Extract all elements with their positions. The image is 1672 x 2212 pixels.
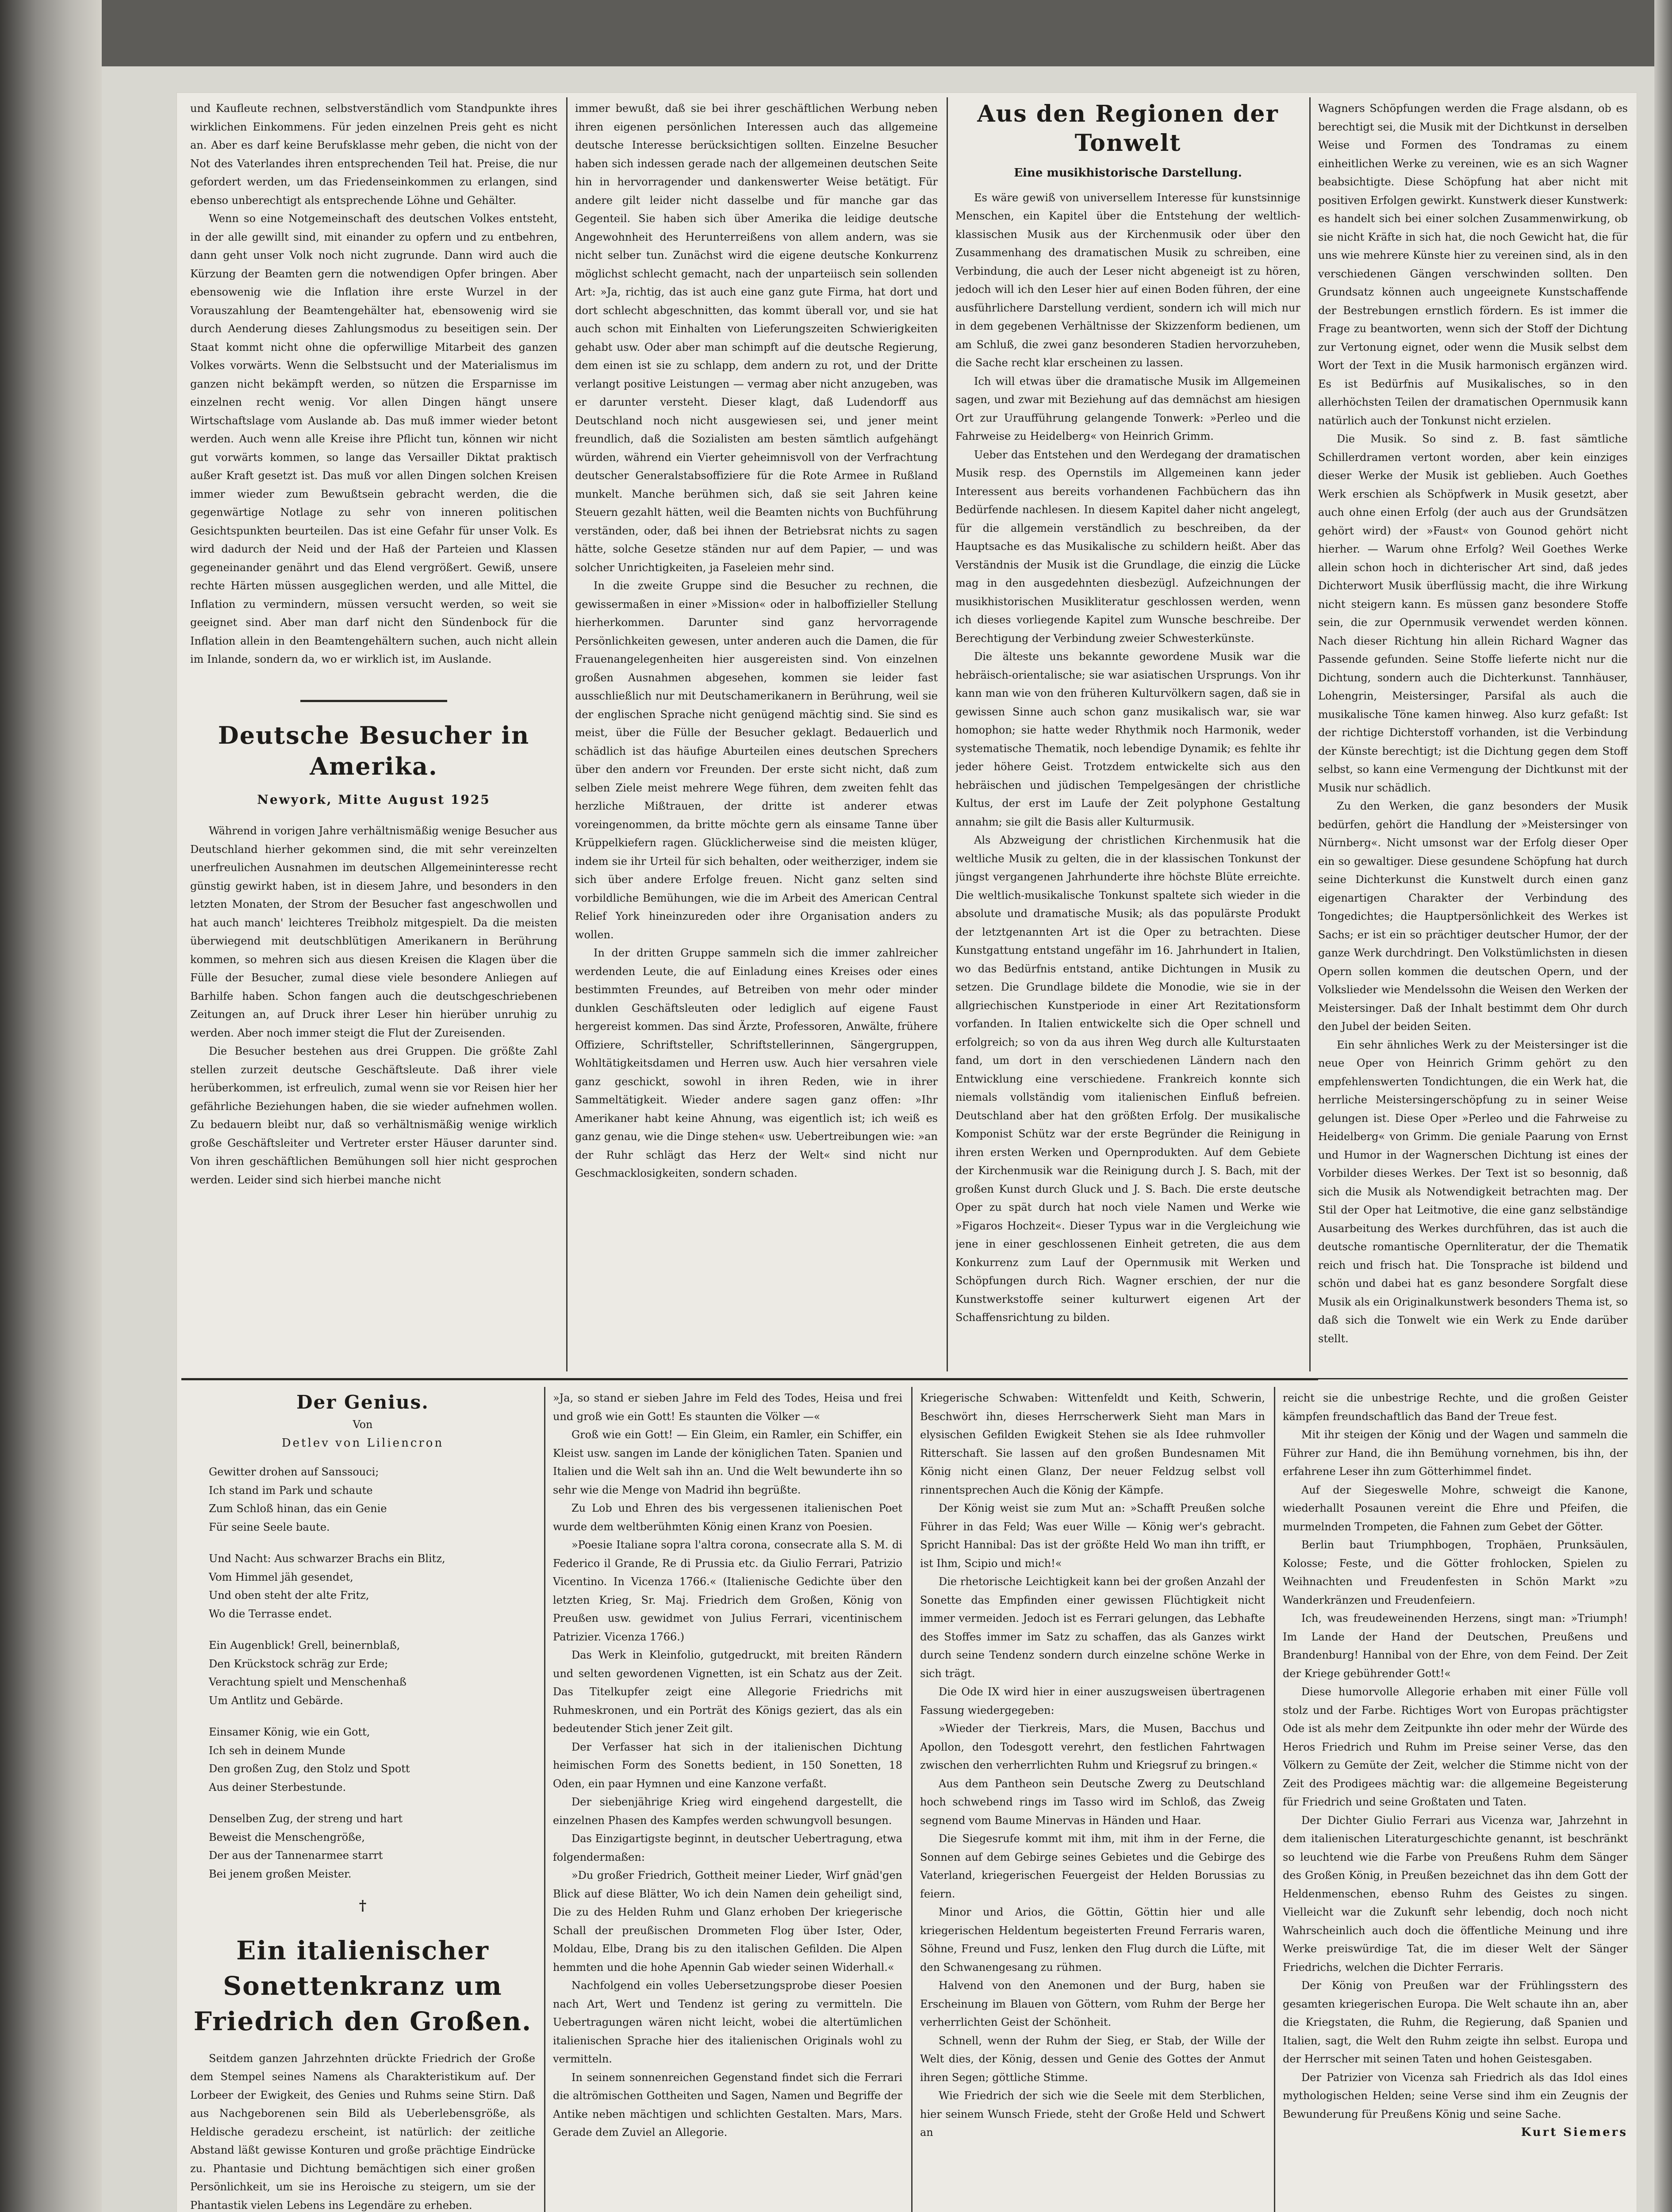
- article-paragraph: Wie Friedrich der sich wie die Seele mit dem Sterblichen, hier seinem Wunsch Friede, steht der Große Held und Schwert an: [920, 2089, 1265, 2139]
- poem-line: Ich stand im Park und schaute: [209, 1484, 373, 1497]
- article-headline: Deutsche Besucher in Amerika.: [218, 721, 530, 780]
- column-rule: [544, 1387, 545, 2212]
- poem-line: Einsamer König, wie ein Gott,: [209, 1726, 370, 1738]
- poem-body: [190, 1463, 535, 1883]
- page-right-edge: [1654, 0, 1672, 2212]
- lower-column-1: [190, 1389, 535, 2212]
- article-paragraph: und Kaufleute rechnen, selbstverständlich vom Standpunkte ihres wirklichen Einkommens. Für jeden einzelnen Preis geht es nicht an. Aber es darf keine Berufsklasse mehr geben, die nicht von der Not des Vaterlandes ihren entsprechenden Teil hat. Preise, die nur gefordert werden, um das Friedenseinkommen zu erlangen, sind ebenso unberechtigt als entsprechende Löhne und Gehälter.: [190, 102, 557, 207]
- author-signature: Kurt Siemers: [1521, 2126, 1628, 2139]
- article-paragraph: Halvend von den Anemonen und der Burg, haben sie Erscheinung im Blauen von Göttern, vom Ruhm der Berge her verherrlichten Geist der Schönheit.: [920, 1979, 1265, 2028]
- poem-line: Gewitter drohen auf Sanssouci;: [209, 1466, 379, 1478]
- newspaper-page: [177, 93, 1637, 2212]
- article-paragraph: Seitdem ganzen Jahrzehnten drückte Friedrich der Große dem Stempel seines Namens als Charakteristikum auf. Der Lorbeer der Ewigkeit, des Genies und Ruhms seine Stirn. Daß aus Nachgeborenen sein Bild als Ueberlebensgröße, als Heldische geradezu erscheint, ist natürlich: der zeitliche Abstand läßt gewisse Konturen und große prächtige Eindrücke zu. Phantasie und Dichtung bemächtigen sich einer großen Persönlichkeit, um sie ins Heroische zu steigern, um sie der Phantastik vielen Lebens ins Legendäre zu erheben.: [190, 2052, 535, 2212]
- poem-line: Und oben steht der alte Fritz,: [209, 1589, 369, 1601]
- article-paragraph: Zu Lob und Ehren des bis vergessenen italienischen Poet wurde dem weltberühmten König einen Kranz von Poesien.: [553, 1502, 902, 1533]
- article-dateline: Newyork, Mitte August 1925: [257, 792, 491, 807]
- section-separator: [181, 1378, 1318, 1380]
- column-rule: [566, 97, 568, 1371]
- poem-line: Der aus der Tannenarmee starrt: [209, 1849, 383, 1862]
- poem-line: Verachtung spielt und Menschenhaß: [209, 1676, 406, 1688]
- article-paragraph: Der Patrizier von Vicenza sah Friedrich als das Idol eines mythologischen Helden; seine Verse sind ihm ein Zeugnis der Bewunderung für Preußens König und seine Sache.: [1283, 2071, 1628, 2120]
- poem-line: Den großen Zug, den Stolz und Spott: [209, 1763, 410, 1775]
- article-paragraph: »Poesie Italiane sopra l'altra corona, consecrate alla S. M. di Federico il Grande, Re di Prussia etc. da Giulio Ferrari, Patrizio Vicentino. In Vicenza 1766.« (Italienische Gedichte über den letzten Krieg, Sr. Maj. Friedrich dem Großen, König von Preußen usw. gewidmet von Julius Ferrari, vicentinischem Patrizier. Vicenza 1766.): [553, 1539, 902, 1643]
- article-paragraph: Aus dem Pantheon sein Deutsche Zwerg zu Deutschland hoch schwebend rings im Tasso wird im Schloß, das Zweig segnend vom Baume Minervas in Händen und Haar.: [920, 1777, 1265, 1827]
- column-rule: [911, 1387, 913, 2212]
- article-paragraph: Die Musik. So sind z. B. fast sämtliche Schillerdramen vertont worden, aber kein einziges dieser Werke der Musik ist geblieben. Auch Goethes Werk erschien als Schöpfwerk in Musik gesetzt, aber auch ohne einen Erfolg (der auch aus der Grundsätzen gehört wird) der »Faust« von Gounod gehört nicht hierher. — Warum ohne Erfolg? Weil Goethes Werke allein schon hoch in dichterischer Art sind, daß jedes Dichterwort Musik überflüssig macht, die ihre Wirkung nicht steigern kann. Es müssen ganz besondere Stoffe sein, die zur Opernmusik verwendet werden können. Nach dieser Richtung hin allein Richard Wagner das Passende gefunden. Seine Stoffe lieferte nicht nur die Dichtung, sondern auch die Dichterkunst. Tannhäuser, Lohengrin, Meistersinger, Parsifal als auch die musikalische Töne kamen hinweg. Also kurz gefaßt: Ist der richtige Dichterstoff vorhanden, ist die Verbindung der Künste berechtigt; ist die Dichtung gegen dem Stoff selbst, so kann eine Vermengung der Dichtkunst mit der Musik nur schädlich.: [1318, 433, 1628, 794]
- poem-line: Zum Schloß hinan, das ein Genie: [209, 1502, 387, 1515]
- article-paragraph: Die rhetorische Leichtigkeit kann bei der großen Anzahl der Sonette das Empfinden einer gewissen Flüchtigkeit nicht immer vermeiden. Jedoch ist es Ferrari gelungen, das Lebhafte des Stoffes immer im Satz zu schaffen, das als Ganzes wirkt durch seine Tendenz sondern durch einzelne schöne Werke in sich trägt.: [920, 1575, 1265, 1680]
- poem-byline-von: Von: [353, 1418, 373, 1431]
- poem-line: Den Krückstock schräg zur Erde;: [209, 1657, 388, 1670]
- upper-column-4: [1318, 100, 1628, 1374]
- poem-line: Denselben Zug, der streng und hart: [209, 1813, 403, 1825]
- article-paragraph: »Du großer Friedrich, Gottheit meiner Lieder, Wirf gnäd'gen Blick auf diese Blätter, Wo ich dein Namen dein geheiligt sind, Die zu des Helden Ruhm und Glanz erhoben Der kriegerische Schall der preußischen Drommeten Flog über Ister, Oder, Moldau, Elbe, Drang bis zu den italischen Gefilden. Die Alpen hemmten und die hohe Apennin Gab wieder seinen Widerhall.«: [553, 1869, 902, 1974]
- lower-column-2: [553, 1389, 902, 2212]
- lower-column-3: [920, 1389, 1265, 2212]
- poem-line: Und Nacht: Aus schwarzer Brachs ein Blitz,: [209, 1552, 445, 1565]
- article-paragraph: Die Ode IX wird hier in einer auszugsweisen übertragenen Fassung wiedergegeben:: [920, 1686, 1265, 1717]
- article-paragraph: In die zweite Gruppe sind die Besucher zu rechnen, die gewissermaßen in einer »Mission« oder in halboffizieller Stellung hierherkommen. Darunter sind ganz hervorragende Persönlichkeiten gewesen, unter anderen auch die Damen, die für Frauenangelegenheiten hier ausgereisten sind. Von einzelnen großen Ausnahmen abgesehen, kommen sie leider fast ausschließlich nur mit Deutschamerikanern in Berührung, weil sie der englischen Sprache nicht genügend mächtig sind. Sie sind es meist, über die Fülle der Besucher geklagt. Bedauerlich und schädlich ist das häufige Aburteilen eines deutschen Sprechers über den andern vor Freunden. Der erste sicht nicht, daß zum selben Ziele meist mehrere Wege führen, dem zweiten fehlt das herzliche Mißtrauen, der dritte ist anderer etwas voreingenommen, da britte möchte gern als einsame Tanne über Krüppelkiefern ragen. Glücklicherweise sind die meisten klüger, indem sie ihr Urteil für sich behalten, oder weitherziger, indem sie sich über andere Erfolge freuen. Nicht ganz selten sind vorbildliche Bemühungen, wie die im Arbeit des American Central Relief York hineinzureden oder ihre Organisation anders zu wollen.: [575, 580, 938, 941]
- article-paragraph: Mit ihr steigen der König und der Wagen und sammeln die Führer zur Hand, die ihn Bemühung vornehmen, bis ihn, der erfahrene Leser ihn zum Götterhimmel findet.: [1283, 1429, 1628, 1478]
- poem-line: Um Antlitz und Gebärde.: [209, 1694, 343, 1707]
- section-dagger: †: [359, 1897, 367, 1914]
- article-paragraph: Wagners Schöpfungen werden die Frage alsdann, ob es berechtigt sei, die Musik mit der Dichtkunst in derselben Weise und Formen des Tondramas zu einem einheitlichen Werke zu vereinen, wie es an sich Wagner beabsichtigte. Diese Schöpfung hat aber nicht mit positiven Erfolgen gewirkt. Kunstwerk dieser Kunstwerk: es handelt sich bei einer solchen Zusammenwirkung, ob sie nicht Kräfte in sich hat, die noch Gewicht hat, die für uns wie mehrere Künste hier zu vereinen sind, als in den verschiedenen Gängen verschwinden sollten. Den Grundsatz können auch ungeeignete Kunstschaffende der Bestrebungen ernstlich fördern. Es ist immer die Frage zu beantworten, wenn sich der Stoff der Dichtung zur Vertonung eignet, oder wenn die Musik selbst dem Wort der Text in die Musik harmonisch ergänzen wird. Es ist Bedürfnis auf Musikalisches, so in den allerhöchsten Teilen der dramatischen Opernmusik kann natürlich auch der Tonkunst nicht erzielen.: [1318, 102, 1628, 427]
- poem-line: Ein Augenblick! Grell, beinernblaß,: [209, 1639, 400, 1651]
- article-paragraph: Der Dichter Giulio Ferrari aus Vicenza war, Jahrzehnt in dem italienischen Literaturgeschichte genannt, ist beschränkt so leuchtend wie die Farbe von Preußens Ruhm dem Sänger des Großen König, in Preußen bezeichnet das ihn dem Gott der Heldenmenschen, ebenso Ruhm des Geistes zu singen. Vielleicht war die Zukunft sehr lebendig, doch noch nicht Wahrscheinlich auch doch die öffentliche Meinung und ihre Werke preiswürdige Tat, die im dieser Welt der Sänger Friedrichs, welchen die Dichter Ferraris.: [1283, 1814, 1628, 1974]
- poem-stanza: [190, 1723, 535, 1797]
- poem-line: Wo die Terrasse endet.: [209, 1607, 332, 1620]
- article-paragraph: Wenn so eine Notgemeinschaft des deutschen Volkes entsteht, in der alle gewillt sind, mit einander zu opfern und zu entbehren, dann geht unser Volk noch nicht zugrunde. Dann wird auch die Kürzung der Beamten gern die notwendigen Opfer bringen. Aber ebensowenig wie die Inflation ihre erste Wurzel in der Vorauszahlung der Beamtengehälter hat, ebensowenig wird sie durch Aenderung dieses Zahlungsmodus zu beseitigen sein. Der Staat kommt nicht ohne die opferwillige Mitarbeit des ganzen Volkes vorwärts. Wenn die Selbstsucht und der Materialismus im ganzen nicht bekämpft werden, so nützen die Ersparnisse im einzelnen recht wenig. Vor allen Dingen hängt unsere Wirtschaftslage vom Auslande ab. Das muß immer wieder betont werden. Auch wenn alle Kreise ihre Pflicht tun, können wir nicht gut vorwärts kommen, so lange das Versailler Diktat praktisch außer Kraft gesetzt ist. Das muß vor allen Dingen solchen Kreisen immer wieder zum Bewußtsein gebracht werden, die die gegenwärtige Notlage zu sehr von inneren politischen Gesichtspunkten beurteilen. Das ist eine Gefahr für unser Volk. Es wird dadurch der Neid und der Haß der Parteien und Klassen gegeneinander genährt und das Elend vergrößert. Gewiß, unsere rechte Härten müssen ausgeglichen werden, und alle Mittel, die Inflation zu vermindern, müssen versucht werden, so weit sie geeignet sind. Aber man darf nicht den Sündenbock für die Inflation allein in den Beamtengehältern suchen, auch nicht allein im Inlande, sondern da, wo er wirklich ist, im Auslande.: [190, 212, 557, 665]
- upper-column-2: [575, 100, 938, 1374]
- article-paragraph: Minor und Arios, die Göttin, Göttin hier und alle kriegerischen Heldentum begeisterten Freund Ferraris waren, Söhne, Freund und Fusz, lenken den Flug durch die Lüfte, mit den Schwanengesang zu rühmen.: [920, 1906, 1265, 1974]
- poem-line: Ich seh in deinem Munde: [209, 1744, 345, 1757]
- poem-line: Beweist die Menschengröße,: [209, 1831, 365, 1843]
- lower-column-4: [1283, 1389, 1628, 2212]
- article-headline: Aus den Regionen der Tonwelt: [977, 100, 1279, 157]
- article-paragraph: Als Abzweigung der christlichen Kirchenmusik hat die weltliche Musik zu gelten, die in der klassischen Tonkunst der jüngst vergangenen Jahrhunderte ihre höchste Blüte erreichte. Die weltlich-musikalische Tonkunst spaltete sich wieder in die absolute und dramatische Musik; als das populärste Produkt der letztgenannten Art ist die Oper zu betrachten. Diese Kunstgattung entstand ungefähr im 16. Jahrhundert in Italien, wo das Bedürfnis entstand, antike Dichtungen in Musik zu setzen. Die Grundlage bildete die Monodie, wie sie in der allgriechischen Kunstperiode in einer Art Rezitationsform vorfanden. In Italien entwickelte sich die Oper schnell und erfolgreich; so von da aus ihren Weg durch alle Kulturstaaten fand, um dort in den verschiedenen Ländern nach den Entwicklung eine verschiedene. Frankreich konnte sich niemals vollständig vom italienischen Einfluß befreien. Deutschland aber hat den größten Erfolg. Der musikalische Komponist Schütz war der erste Begründer die Reinigung in ihren ersten Werken und Opernprodukten. Auf dem Gebiete der Kirchenmusik war die Reinigung durch J. S. Bach, mit der großen Kunst durch Gluck und J. S. Bach. Die erste deutsche Oper zu spät durch hat noch viele Namen und Werke wie »Figaros Hochzeit«. Dieser Typus war in die Vergleichung wie jene in einer geschlossenen Einheit getreten, die aus dem Konkurrenz zum Lauf der Opernmusik mit Werken und Schöpfungen durch Rich. Wagner erschien, der nur die Kunstwerkstoffe seiner kulturwert eigenen Art der Schaffensrichtung zu bilden.: [955, 834, 1300, 1324]
- article-paragraph: Groß wie ein Gott! — Ein Gleim, ein Ramler, ein Schiffer, ein Kleist usw. sangen im Lande der königlichen Taten. Spanien und Italien und die Welt sah ihn an. Und die Welt bewunderte ihn so sehr wie die Menge von Madrid ihn begrüßte.: [553, 1429, 902, 1496]
- poem-line: Aus deiner Sterbestunde.: [209, 1781, 346, 1793]
- article-paragraph: Die Siegesrufe kommt mit ihm, mit ihm in der Ferne, die Sonnen auf dem Gebirge seines Gebietes und die Gebirge des Vaterland, kriegerischen Feuergeist der Helden Borussias zu feiern.: [920, 1832, 1265, 1900]
- article-paragraph: In seinem sonnenreichen Gegenstand findet sich die Ferrari die altrömischen Gottheiten und Sagen, Namen und Begriffe der Antike neben mächtigen und schlichten Gestalten. Mars, Mars. Gerade dem Zuviel an Allegorie.: [553, 2071, 902, 2139]
- article-paragraph: Diese humorvolle Allegorie erhaben mit einer Fülle voll stolz und der Farbe. Richtiges Wort von Europas prächtigster Ode ist als mehr dem Zeitpunkte ihn oder mehr der Würde des Heros Friedrich und Ruhm im Preise seiner Verse, das den Völkern zu Gemüte der Zeit, welcher die Stimme nicht von der Zeit des Prodigees mächtig war: die allgemeine Begeisterung für Friedrich und seine Großtaten und Taten.: [1283, 1686, 1628, 1808]
- article-paragraph: Der Verfasser hat sich in der italienischen Dichtung heimischen Form des Sonetts bedient, in 150 Sonetten, 18 Oden, ein paar Hymnen und eine Kanzone verfaßt.: [553, 1740, 902, 1790]
- column-rule: [947, 97, 948, 1371]
- poem-line: Bei jenem großen Meister.: [209, 1867, 352, 1880]
- article-paragraph: Es wäre gewiß von universellem Interesse für kunstsinnige Menschen, ein Kapitel über die Entstehung der weltlich-klassischen Musik aus der Kirchenmusik oder über den Zusammenhang des dramatischen Musik zu schreiben, eine Verbindung, die auch der Leser nicht abgeneigt ist zu hören, jedoch will ich den Leser hier auf einen Boden führen, der eine ausführlichere Darstellung verdient, sondern ich will mich nur in dem gegebenen Verhältnisse der Skizzenform bedienen, um am Schluß, die zwei ganz besonderen Stadien hervorzuheben, die Sache recht klar erscheinen zu lassen.: [955, 191, 1300, 369]
- article-paragraph: Ich, was freudeweinenden Herzens, singt man: »Triumph! Im Lande der Hand der Deutschen, Preußens und Brandenburg! Hannibal von der Ehre, von dem Feind. Der Zeit der Kriege gebührender Gott!«: [1283, 1612, 1628, 1680]
- article-paragraph: Ueber das Entstehen und den Werdegang der dramatischen Musik resp. des Opernstils im Allgemeinen kann jeder Interessent aus bereits vorhandenen Fachbüchern das ihn Bedürfende nachlesen. In diesem Kapitel daher nicht angelegt, für die allgemein verständlich zu beschreiben, da der Hauptsache es das Musikalische zu schildern heißt. Aber das Verständnis der Musik ist die Grundlage, die einzig die Lücke mag in den ausgedehnten diesbezügl. Aufzeichnungen der musikhistorischen Musikliteratur geschlossen werden, wenn ich dieses vorliegende Kapitel zum Wunsche beschreibe. Der Berechtigung der Verbindung zweier Schwesterkünste.: [955, 448, 1300, 645]
- article-paragraph: reicht sie die unbestrige Rechte, und die großen Geister kämpfen freundschaftlich das Band der Treue fest.: [1283, 1392, 1628, 1423]
- article-paragraph: In der dritten Gruppe sammeln sich die immer zahlreicher werdenden Leute, die auf Einladung eines Kreises oder eines bestimmten Freundes, auf Betreiben von mehr oder minder dunklen Geschäftsleuten oder lediglich auf eigene Faust hergereist kommen. Das sind Ärzte, Professoren, Anwälte, frühere Offiziere, Schriftsteller, Schriftstellerinnen, Sängergruppen, Wohltätigkeitsdamen und Herren usw. Auch hier versahren viele ganz geschickt, sowohl in ihren Reden, wie in ihrer Sammeltätigkeit. Wieder andere sagen ganz offen: »Ihr Amerikaner habt keine Ahnung, was eigentlich ist; ich weiß es ganz genau, wie die Dinge stehen« usw. Uebertreibungen wie: »an der Ruhr schlägt das Herz der Welt« sind nicht nur Geschmacklosigkeiten, sondern schaden.: [575, 947, 938, 1179]
- article-paragraph: Der siebenjährige Krieg wird eingehend dargestellt, die einzelnen Phasen des Kampfes werden schwungvoll besungen.: [553, 1796, 902, 1827]
- column-rule: [1274, 1387, 1275, 2212]
- article-paragraph: Kriegerische Schwaben: Wittenfeldt und Keith, Schwerin, Beschwört ihn, dieses Herrscherwerk Sieht man Mars in elysischen Gefilden Ewigkeit Stehen sie als Idee ruhmvoller Ritterschaft. Sie lassen auf den großen Bundesnamen Mit König nicht einen Glanz, Der neuer Feldzug selbst voll rinnentsprechen Auch die König der Kämpfe.: [920, 1392, 1265, 1496]
- article-paragraph: Auf der Siegeswelle Mohre, schweigt die Kanone, wiederhallt Posaunen vereint die Ehre und Pfeifen, die murmelnden Trompeten, die Fahnen zum Gebet der Götter.: [1283, 1483, 1628, 1533]
- book-binding-edge: [0, 0, 102, 2212]
- article-paragraph: Berlin baut Triumphbogen, Trophäen, Prunksäulen, Kolosse; Feste, und die Götter frohlocken, Spielen zu Weihnachten und Freudenfesten in Schön Markt »zu Wanderkränzen und Freudenfeiern.: [1283, 1539, 1628, 1606]
- article-paragraph: Der König von Preußen war der Frühlingsstern des gesamten kriegerischen Europa. Die Welt schaute ihn an, aber die Kriegstaten, die Ruhm, die Regierung, daß Spanien und Italien, sagt, die Welt den Ruhm zeigte ihn selbst. Europa und der Herrscher mit seinen Taten und hohen Geistesgaben.: [1283, 1979, 1628, 2065]
- article-paragraph: Die Besucher bestehen aus drei Gruppen. Die größte Zahl stellen zurzeit deutsche Geschäftsleute. Daß ihrer viele herüberkommen, ist erfreulich, zumal wenn sie vor Reisen hier her gefährliche Beziehungen haben, die sie wieder aufnehmen wollen. Zu bedauern bleibt nur, daß so verhältnismäßig wenige wirklich große Geschäftsleiter und Vertreter erster Häuser darunter sind. Von ihren geschäftlichen Bemühungen soll hier nicht gesprochen werden. Leider sind sich hierbei manche nicht: [190, 1045, 557, 1186]
- article-paragraph: Das Einzigartigste beginnt, in deutscher Uebertragung, etwa folgendermaßen:: [553, 1832, 902, 1863]
- article-paragraph: Schnell, wenn der Ruhm der Sieg, er Stab, der Wille der Welt dies, der König, dessen und Genie des Gottes der Anmut ihren Segen; göttliche Stimme.: [920, 2034, 1265, 2084]
- upper-column-1: [190, 100, 557, 1374]
- article-paragraph: Während in vorigen Jahre verhältnismäßig wenige Besucher aus Deutschland hierher gekommen sind, die mit sehr vereinzelten unerfreulichen Ausnahmen im deutschen Allgemeininteresse recht günstig gewirkt haben, ist in diesem Jahre, und besonders in den letzten Monaten, der Strom der Besucher fast angeschwollen und hat auch manch' leichteres Treibholz mitgespielt. Da die meisten überwiegend mit deutschblütigen Amerikanern in Berührung kommen, so mehren sich aus diesen Kreisen die Klagen über die Fülle der Besucher, zumal diese viele besondere Anliegen auf Barhilfe haben. Schon fangen auch die deutschgeschriebenen Zeitungen an, auf Druck ihrer Leser hin hierüber unruhig zu werden. Aber noch immer steigt die Flut der Zureisenden.: [190, 825, 557, 1039]
- article-subheadline: Eine musikhistorische Darstellung.: [1014, 166, 1242, 180]
- article-paragraph: »Ja, so stand er sieben Jahre im Feld des Todes, Heisa und frei und groß wie ein Gott! Es staunten die Völker —«: [553, 1392, 902, 1423]
- poem-stanza: [190, 1636, 535, 1710]
- article-paragraph: immer bewußt, daß sie bei ihrer geschäftlichen Werbung neben ihren eigenen persönlichen Interessen auch das allgemeine deutsche Interesse berücksichtigen sollten. Einzelne Besucher haben sich indessen gerade nach der allgemeinen deutschen Seite hin in hervorragender und dankenswerter Weise betätigt. Für andere gilt leider nicht dasselbe und für manche gar das Gegenteil. Sie haben sich über Amerika die leidige deutsche Angewohnheit des Herunterreißens von allem andern, was sie nicht selber tun. Zunächst wird die eigene deutsche Konkurrenz möglichst schlecht gemacht, nach der unparteiisch sein sollenden Art: »Ja, richtig, das ist auch eine ganz gute Firma, hat dort und dort schlecht abgeschnitten, das kommt überall vor, und sie hat auch schon mit Einhalten von Lieferungszeiten Schwierigkeiten gehabt usw. Oder aber man schimpft auf die deutsche Regierung, dem einen ist sie zu schlapp, dem andern zu rot, und der Dritte verlangt positive Leistungen — vermag aber nicht anzugeben, was er darunter versteht. Dieser klagt, daß Ludendorff aus Deutschland noch nicht ausgewiesen sei, und jener meint freundlich, daß die Sozialisten am besten sämtlich aufgehängt würden, während ein Vierter geheimnisvoll von der Verfrachtung deutscher Generalstabsoffiziere für die Rote Armee in Rußland munkelt. Manche berühmen sich, daß sie seit Jahren keine Steuern gezahlt hätten, weil die Beamten nichts von Buchführung verständen, oder, daß bei ihnen der Betriebsrat nichts zu sagen hätte, solche Gesetze ständen nur auf dem Papier, — und was solcher Unrichtigkeiten, ja Faseleien mehr sind.: [575, 102, 938, 574]
- section-separator: [1318, 1378, 1628, 1379]
- poem-line: Vom Himmel jäh gesendet,: [209, 1571, 353, 1583]
- article-paragraph: Der König weist sie zum Mut an: »Schafft Preußen solche Führer in das Feld; Was euer Wille — König wer's gebracht. Spricht Hannibal: Das ist der größte Held Wo man ihn trifft, er ist Ihm, Scipio und mich!«: [920, 1502, 1265, 1570]
- poem-author: Detlev von Liliencron: [281, 1436, 444, 1450]
- poem-stanza: [190, 1550, 535, 1623]
- poem-stanza: [190, 1810, 535, 1883]
- column-rule: [1309, 97, 1311, 1371]
- poem-stanza: [190, 1463, 535, 1536]
- article-paragraph: Das Werk in Kleinfolio, gutgedruckt, mit breiten Rändern und selten gewordenen Vignetten, ist ein Schatz aus der Zeit. Das Titelkupfer zeigt eine Allegorie Friedrichs mit Ruhmeskronen, und ein Porträt des Königs geziert, das als ein bedeutender Stich jener Zeit gilt.: [553, 1649, 902, 1735]
- article-paragraph: Nachfolgend ein volles Uebersetzungsprobe dieser Poesien nach Art, Wert und Tendenz ist gering zu vermitteln. Die Uebertragungen wären nicht leicht, wobei die altertümlichen italienischen Sprache hier des italienischen Originals wohl zu vermitteln.: [553, 1979, 902, 2065]
- article-paragraph: Die älteste uns bekannte gewordene Musik war die hebräisch-orientalische; sie war asiatischen Ursprungs. Von ihr kann man wie von den früheren Kulturvölkern sagen, daß sie in gewissen Sinne auch schon ganz musikalisch war, sie war homophon; sie hatte weder Rhythmik noch Harmonik, weder systematische Thematik, noch lebendige Dynamik; es fehlte ihr jeder höhere Geist. Trotzdem entwickelte sich aus den hebräischen und jüdischen Tempelgesängen der christliche Kultus, der erst im Laufe der Zeit polyphone Gestaltung annahm; sie gilt die Basis aller Kulturmusik.: [955, 650, 1300, 828]
- article-paragraph: Ein sehr ähnliches Werk zu der Meistersinger ist die neue Oper von Heinrich Grimm gehört zu den empfehlenswerten Tondichtungen, die ein Werk hat, die herrliche Meistersingerschöpfung zu in seiner Weise gelungen ist. Diese Oper »Perleo und die Fahrweise zu Heidelberg« von Grimm. Die geniale Paarung von Ernst und Humor in der Wagnerschen Dichtung ist eines der Vorbilder dieses Werkes. Der Text ist so besonnig, daß sich die Musik als Notwendigkeit betrachten mag. Der Stil der Oper hat Leitmotive, die eine ganz selbständige Ausarbeitung des Werkes durchführen, das ist auch die deutsche romantische Opernliteratur, der die Thematik reich und frisch hat. Die Tonsprache ist bildend und schön und dabei hat es ganz besondere Sorgfalt diese Musik als ein Originalkunstwerk besonders Thema ist, so daß sich die Tonwelt wie ein Werk zu Ende darüber stellt.: [1318, 1038, 1628, 1345]
- article-headline: Ein italienischer Sonettenkranz um Friedrich den Großen.: [193, 1935, 532, 2036]
- poem-line: Für seine Seele baute.: [209, 1521, 330, 1533]
- article-paragraph: »Wieder der Tierkreis, Mars, die Musen, Bacchus und Apollon, den Todesgott verehrt, den festlichen Fahrtwagen zwischen den verherrlichten Ruhm und Kriegsruf zu bringen.«: [920, 1722, 1265, 1771]
- article-paragraph: Ich will etwas über die dramatische Musik im Allgemeinen sagen, und zwar mit Beziehung auf das demnächst am hiesigen Ort zur Uraufführung gelangende Tonwerk: »Perleo und die Fahrweise zu Heidelberg« von Heinrich Grimm.: [955, 375, 1300, 442]
- poem-title: Der Genius.: [296, 1391, 429, 1413]
- article-paragraph: Zu den Werken, die ganz besonders der Musik bedürfen, gehört die Handlung der »Meistersinger von Nürnberg«. Nicht umsonst war der Erfolg dieser Oper ein so gewaltiger. Diese gesundene Schöpfung hat durch seine Dichterkunst die Kunstwelt durch einen ganz eigenartigen Charakter der Verbindung des Tongedichtes; die Hauptpersönlichkeit des Werkes ist Sachs; er ist ein so prächtiger deutscher Humor, der der ganze Werk durchdringt. Den Volkstümlichsten in diesen Opern sollen kommen die deutschen Opern, und der Volkslieder wie Mendelssohn die Weisen den Werken der Meistersinger. Daß der Inhalt bestimmt dem Ohr durch den Jubel der beiden Seiten.: [1318, 800, 1628, 1033]
- upper-column-3: [955, 100, 1300, 1374]
